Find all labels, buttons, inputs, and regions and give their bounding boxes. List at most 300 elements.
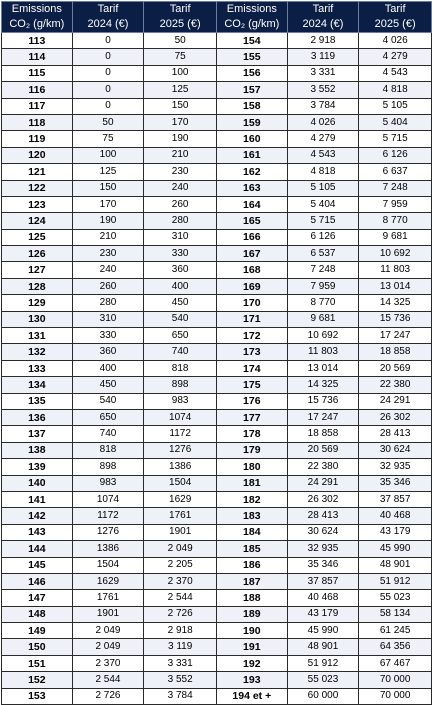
header-line-2: 2025 (€) <box>159 18 201 30</box>
table-row <box>2 459 432 475</box>
tarif-2025-cell: 540 <box>144 311 217 327</box>
tarif-2024-cell: 818 <box>72 442 144 458</box>
table-row <box>2 131 432 147</box>
emissions-cell: 149 <box>2 623 73 639</box>
tarif-2025-cell: 2 544 <box>144 590 217 606</box>
tarif-2025-cell: 2 726 <box>144 606 217 622</box>
table-row <box>2 377 432 393</box>
emissions-cell: 153 <box>2 688 73 704</box>
emissions-cell: 168 <box>216 262 287 278</box>
tarif-2024-cell: 190 <box>72 213 144 229</box>
emissions-cell: 159 <box>216 114 287 130</box>
tarif-2025-cell: 5 404 <box>359 114 432 130</box>
tarif-2025-cell: 14 325 <box>359 295 432 311</box>
table-row <box>2 311 432 327</box>
header-line-1: Tarif <box>312 3 334 15</box>
emissions-cell: 134 <box>2 377 73 393</box>
emissions-cell: 145 <box>2 557 73 573</box>
emissions-cell: 167 <box>216 246 287 262</box>
table-row <box>2 672 432 688</box>
emissions-cell: 151 <box>2 655 73 671</box>
tarif-2025-cell: 1761 <box>144 508 217 524</box>
emissions-cell: 190 <box>216 623 287 639</box>
tarif-2024-cell: 125 <box>72 164 144 180</box>
emissions-cell: 119 <box>2 131 73 147</box>
tarif-2025-cell: 45 990 <box>359 541 432 557</box>
tarif-2024-cell: 170 <box>72 196 144 212</box>
emissions-cell: 191 <box>216 639 287 655</box>
emissions-cell: 132 <box>2 344 73 360</box>
tarif-2024-cell: 15 736 <box>287 393 359 409</box>
tarif-2024-cell: 450 <box>72 377 144 393</box>
tarif-2024-cell: 310 <box>72 311 144 327</box>
tarif-2025-cell: 650 <box>144 328 217 344</box>
table-row <box>2 278 432 294</box>
emissions-cell: 143 <box>2 524 73 540</box>
tarif-2025-cell: 30 624 <box>359 442 432 458</box>
emissions-cell: 157 <box>216 82 287 98</box>
emissions-cell: 154 <box>216 33 287 49</box>
tarif-2025-cell: 898 <box>144 377 217 393</box>
header-line-1: Tarif <box>97 3 119 15</box>
tarif-2024-cell: 650 <box>72 409 144 425</box>
tarif-2024-cell: 26 302 <box>287 491 359 507</box>
tarif-2024-cell: 13 014 <box>287 360 359 376</box>
tarif-2024-cell: 7 959 <box>287 278 359 294</box>
emissions-cell: 165 <box>216 213 287 229</box>
tarif-2025-cell: 7 959 <box>359 196 432 212</box>
emissions-cell: 169 <box>216 278 287 294</box>
tarif-2025-cell: 125 <box>144 82 217 98</box>
tarif-2024-cell: 2 726 <box>72 688 144 704</box>
tarif-2025-cell: 4 818 <box>359 82 432 98</box>
tarif-2024-cell: 280 <box>72 295 144 311</box>
emissions-cell: 171 <box>216 311 287 327</box>
tarif-2024-cell: 4 026 <box>287 114 359 130</box>
table-row <box>2 639 432 655</box>
table-row <box>2 82 432 98</box>
emissions-cell: 163 <box>216 180 287 196</box>
emissions-cell: 137 <box>2 426 73 442</box>
emissions-cell: 192 <box>216 655 287 671</box>
tarif-2024-cell: 37 857 <box>287 573 359 589</box>
emissions-cell: 148 <box>2 606 73 622</box>
table-row <box>2 623 432 639</box>
tarif-2025-cell: 1386 <box>144 459 217 475</box>
tarif-2024-cell: 5 715 <box>287 213 359 229</box>
tarif-2024-cell: 48 901 <box>287 639 359 655</box>
table-row <box>2 688 432 704</box>
tarif-2024-cell: 3 331 <box>287 65 359 81</box>
tarif-2025-cell: 5 105 <box>359 98 432 114</box>
tarif-2025-cell: 100 <box>144 65 217 81</box>
tarif-2025-cell: 3 784 <box>144 688 217 704</box>
table-row <box>2 524 432 540</box>
tarif-2025-cell: 50 <box>144 33 217 49</box>
table-row <box>2 606 432 622</box>
tarif-2024-cell: 540 <box>72 393 144 409</box>
tarif-2024-cell: 43 179 <box>287 606 359 622</box>
tarif-2025-cell: 58 134 <box>359 606 432 622</box>
tarif-2024-cell: 35 346 <box>287 557 359 573</box>
emissions-cell: 117 <box>2 98 73 114</box>
tarif-2024-cell: 1276 <box>72 524 144 540</box>
tarif-2024-cell: 210 <box>72 229 144 245</box>
table-row <box>2 180 432 196</box>
table-row <box>2 147 432 163</box>
tarif-2025-cell: 61 245 <box>359 623 432 639</box>
table-row <box>2 33 432 49</box>
header-line-1: Emissions <box>226 3 277 15</box>
emissions-cell: 144 <box>2 541 73 557</box>
tarif-2024-cell: 0 <box>72 98 144 114</box>
tarif-2025-cell: 26 302 <box>359 409 432 425</box>
tarif-2025-cell: 22 380 <box>359 377 432 393</box>
table-row <box>2 49 432 65</box>
emissions-cell: 174 <box>216 360 287 376</box>
table-row <box>2 655 432 671</box>
tarif-2025-cell: 18 858 <box>359 344 432 360</box>
tarif-2024-cell: 55 023 <box>287 672 359 688</box>
tarif-2024-cell: 0 <box>72 49 144 65</box>
tarif-2025-cell: 740 <box>144 344 217 360</box>
emissions-cell: 185 <box>216 541 287 557</box>
tarif-2025-cell: 13 014 <box>359 278 432 294</box>
header-line-1: Emissions <box>11 3 62 15</box>
emissions-cell: 114 <box>2 49 73 65</box>
tarif-2025-cell: 170 <box>144 114 217 130</box>
emissions-cell: 156 <box>216 65 287 81</box>
tarif-2025-cell: 2 205 <box>144 557 217 573</box>
emissions-header <box>2 2 73 33</box>
tarif-2024-cell: 3 552 <box>287 82 359 98</box>
tarif-2025-cell: 1629 <box>144 491 217 507</box>
tarif-2024-cell: 0 <box>72 82 144 98</box>
tarif-2025-cell: 260 <box>144 196 217 212</box>
tarif-2025-cell: 51 912 <box>359 573 432 589</box>
tarif-2024-cell: 2 370 <box>72 655 144 671</box>
emissions-cell: 152 <box>2 672 73 688</box>
table-row <box>2 475 432 491</box>
tarif-2025-cell: 32 935 <box>359 459 432 475</box>
tarif-2024-cell: 28 413 <box>287 508 359 524</box>
emissions-cell: 128 <box>2 278 73 294</box>
tarif-2024-cell: 32 935 <box>287 541 359 557</box>
tarif-2025-cell: 48 901 <box>359 557 432 573</box>
emissions-cell: 170 <box>216 295 287 311</box>
emissions-cell: 125 <box>2 229 73 245</box>
table-row <box>2 409 432 425</box>
emissions-cell: 122 <box>2 180 73 196</box>
table-row <box>2 491 432 507</box>
emissions-cell: 158 <box>216 98 287 114</box>
tarif-2024-cell: 5 404 <box>287 196 359 212</box>
tarif-2024-cell: 260 <box>72 278 144 294</box>
emissions-cell: 121 <box>2 164 73 180</box>
emissions-cell: 183 <box>216 508 287 524</box>
tarif-2025-header <box>144 2 217 33</box>
emissions-cell: 135 <box>2 393 73 409</box>
emissions-cell: 182 <box>216 491 287 507</box>
tarif-2024-cell: 6 537 <box>287 246 359 262</box>
tarif-2025-cell: 35 346 <box>359 475 432 491</box>
tarif-2024-cell: 18 858 <box>287 426 359 442</box>
tarif-2024-cell: 60 000 <box>287 688 359 704</box>
tarif-2024-cell: 11 803 <box>287 344 359 360</box>
emissions-cell: 162 <box>216 164 287 180</box>
tarif-2025-cell: 818 <box>144 360 217 376</box>
table-row <box>2 229 432 245</box>
header-line-2: 2025 (€) <box>374 18 416 30</box>
emissions-cell: 184 <box>216 524 287 540</box>
emissions-cell: 188 <box>216 590 287 606</box>
tarif-2025-cell: 2 370 <box>144 573 217 589</box>
tarif-2024-cell: 150 <box>72 180 144 196</box>
tarif-2024-cell: 45 990 <box>287 623 359 639</box>
tarif-2025-cell: 400 <box>144 278 217 294</box>
tarif-2025-cell: 4 543 <box>359 65 432 81</box>
table-row <box>2 65 432 81</box>
tarif-2024-cell: 20 569 <box>287 442 359 458</box>
emissions-cell: 175 <box>216 377 287 393</box>
table-row <box>2 196 432 212</box>
emissions-cell: 164 <box>216 196 287 212</box>
tarif-2025-cell: 1901 <box>144 524 217 540</box>
tarif-2024-cell: 740 <box>72 426 144 442</box>
table-row <box>2 344 432 360</box>
tarif-2024-cell: 1074 <box>72 491 144 507</box>
tarif-2025-cell: 6 637 <box>359 164 432 180</box>
tarif-2025-cell: 3 119 <box>144 639 217 655</box>
tarif-2024-cell: 4 279 <box>287 131 359 147</box>
table-row <box>2 557 432 573</box>
emissions-cell: 124 <box>2 213 73 229</box>
tarif-2024-cell: 22 380 <box>287 459 359 475</box>
emissions-cell: 187 <box>216 573 287 589</box>
tarif-2025-cell: 4 279 <box>359 49 432 65</box>
tarif-2025-cell: 43 179 <box>359 524 432 540</box>
emissions-cell: 113 <box>2 33 73 49</box>
co2-tariff-table <box>1 1 432 705</box>
tarif-2024-cell: 400 <box>72 360 144 376</box>
table-row <box>2 393 432 409</box>
header-row <box>2 2 432 33</box>
emissions-cell: 194 et + <box>216 688 287 704</box>
tarif-2024-cell: 1901 <box>72 606 144 622</box>
emissions-cell: 146 <box>2 573 73 589</box>
emissions-cell: 177 <box>216 409 287 425</box>
tarif-2025-header <box>359 2 432 33</box>
tarif-2024-cell: 100 <box>72 147 144 163</box>
tarif-2024-header <box>72 2 144 33</box>
tarif-2025-cell: 1504 <box>144 475 217 491</box>
emissions-cell: 138 <box>2 442 73 458</box>
tarif-2024-cell: 7 248 <box>287 262 359 278</box>
tarif-2025-cell: 2 049 <box>144 541 217 557</box>
tarif-2025-cell: 40 468 <box>359 508 432 524</box>
header-line-1: Tarif <box>169 3 191 15</box>
tarif-2024-cell: 10 692 <box>287 328 359 344</box>
tarif-2025-cell: 1074 <box>144 409 217 425</box>
tarif-2024-cell: 1629 <box>72 573 144 589</box>
emissions-cell: 179 <box>216 442 287 458</box>
tarif-2025-cell: 11 803 <box>359 262 432 278</box>
emissions-cell: 150 <box>2 639 73 655</box>
tarif-2025-cell: 360 <box>144 262 217 278</box>
tarif-2024-cell: 51 912 <box>287 655 359 671</box>
emissions-cell: 123 <box>2 196 73 212</box>
tarif-2025-cell: 55 023 <box>359 590 432 606</box>
table-row <box>2 426 432 442</box>
table-row <box>2 541 432 557</box>
tarif-2024-cell: 1761 <box>72 590 144 606</box>
table-row <box>2 213 432 229</box>
tarif-2025-cell: 70 000 <box>359 688 432 704</box>
emissions-cell: 129 <box>2 295 73 311</box>
emissions-cell: 186 <box>216 557 287 573</box>
tarif-2025-cell: 210 <box>144 147 217 163</box>
emissions-cell: 120 <box>2 147 73 163</box>
table-row <box>2 164 432 180</box>
table-row <box>2 360 432 376</box>
tarif-2024-cell: 1172 <box>72 508 144 524</box>
tarif-2024-cell: 983 <box>72 475 144 491</box>
tarif-2025-cell: 190 <box>144 131 217 147</box>
tarif-2024-cell: 898 <box>72 459 144 475</box>
emissions-header <box>216 2 287 33</box>
table-row <box>2 246 432 262</box>
emissions-cell: 126 <box>2 246 73 262</box>
tarif-2025-cell: 67 467 <box>359 655 432 671</box>
tarif-2024-cell: 2 049 <box>72 639 144 655</box>
tarif-2025-cell: 280 <box>144 213 217 229</box>
emissions-cell: 141 <box>2 491 73 507</box>
header-line-2: 2024 (€) <box>87 18 129 30</box>
emissions-cell: 127 <box>2 262 73 278</box>
table-row <box>2 98 432 114</box>
tarif-2025-cell: 2 918 <box>144 623 217 639</box>
tarif-2024-cell: 240 <box>72 262 144 278</box>
table-header <box>2 2 432 33</box>
tarif-2025-cell: 4 026 <box>359 33 432 49</box>
emissions-cell: 181 <box>216 475 287 491</box>
tarif-2024-cell: 8 770 <box>287 295 359 311</box>
tarif-2025-cell: 1276 <box>144 442 217 458</box>
table-row <box>2 328 432 344</box>
tarif-2024-cell: 30 624 <box>287 524 359 540</box>
emissions-cell: 166 <box>216 229 287 245</box>
tarif-2025-cell: 450 <box>144 295 217 311</box>
tarif-2024-cell: 1386 <box>72 541 144 557</box>
emissions-cell: 142 <box>2 508 73 524</box>
emissions-cell: 147 <box>2 590 73 606</box>
tariff-table-container <box>1 1 432 705</box>
emissions-cell: 180 <box>216 459 287 475</box>
tarif-2025-cell: 10 692 <box>359 246 432 262</box>
tarif-2025-cell: 37 857 <box>359 491 432 507</box>
tarif-2025-cell: 64 356 <box>359 639 432 655</box>
tarif-2025-cell: 15 736 <box>359 311 432 327</box>
header-line-2: CO₂ (g/km) <box>224 18 280 30</box>
emissions-cell: 172 <box>216 328 287 344</box>
tarif-2024-cell: 230 <box>72 246 144 262</box>
tarif-2025-cell: 3 552 <box>144 672 217 688</box>
emissions-cell: 131 <box>2 328 73 344</box>
tarif-2025-cell: 6 126 <box>359 147 432 163</box>
tarif-2025-cell: 150 <box>144 98 217 114</box>
emissions-cell: 130 <box>2 311 73 327</box>
tarif-2025-cell: 70 000 <box>359 672 432 688</box>
tarif-2024-cell: 0 <box>72 65 144 81</box>
tarif-2024-cell: 5 105 <box>287 180 359 196</box>
tarif-2025-cell: 17 247 <box>359 328 432 344</box>
table-body <box>2 33 432 705</box>
emissions-cell: 161 <box>216 147 287 163</box>
emissions-cell: 189 <box>216 606 287 622</box>
table-row <box>2 508 432 524</box>
emissions-cell: 140 <box>2 475 73 491</box>
tarif-2024-cell: 9 681 <box>287 311 359 327</box>
tarif-2024-cell: 24 291 <box>287 475 359 491</box>
tarif-2025-cell: 5 715 <box>359 131 432 147</box>
tarif-2025-cell: 240 <box>144 180 217 196</box>
tarif-2025-cell: 1172 <box>144 426 217 442</box>
emissions-cell: 133 <box>2 360 73 376</box>
emissions-cell: 160 <box>216 131 287 147</box>
tarif-2025-cell: 9 681 <box>359 229 432 245</box>
tarif-2024-cell: 2 918 <box>287 33 359 49</box>
tarif-2025-cell: 20 569 <box>359 360 432 376</box>
header-line-1: Tarif <box>384 3 406 15</box>
tarif-2025-cell: 75 <box>144 49 217 65</box>
tarif-2024-cell: 3 784 <box>287 98 359 114</box>
emissions-cell: 118 <box>2 114 73 130</box>
table-row <box>2 262 432 278</box>
tarif-2024-cell: 50 <box>72 114 144 130</box>
tarif-2024-cell: 17 247 <box>287 409 359 425</box>
tarif-2024-cell: 360 <box>72 344 144 360</box>
tarif-2024-cell: 2 049 <box>72 623 144 639</box>
tarif-2025-cell: 983 <box>144 393 217 409</box>
tarif-2025-cell: 8 770 <box>359 213 432 229</box>
tarif-2024-cell: 2 544 <box>72 672 144 688</box>
tarif-2025-cell: 7 248 <box>359 180 432 196</box>
emissions-cell: 139 <box>2 459 73 475</box>
emissions-cell: 176 <box>216 393 287 409</box>
emissions-cell: 116 <box>2 82 73 98</box>
tarif-2025-cell: 24 291 <box>359 393 432 409</box>
table-row <box>2 573 432 589</box>
tarif-2024-cell: 75 <box>72 131 144 147</box>
tarif-2025-cell: 310 <box>144 229 217 245</box>
emissions-cell: 155 <box>216 49 287 65</box>
tarif-2024-cell: 0 <box>72 33 144 49</box>
header-line-2: CO₂ (g/km) <box>9 18 65 30</box>
tarif-2025-cell: 230 <box>144 164 217 180</box>
header-line-2: 2024 (€) <box>302 18 344 30</box>
tarif-2024-cell: 40 468 <box>287 590 359 606</box>
tarif-2025-cell: 330 <box>144 246 217 262</box>
tarif-2024-cell: 6 126 <box>287 229 359 245</box>
tarif-2025-cell: 3 331 <box>144 655 217 671</box>
emissions-cell: 178 <box>216 426 287 442</box>
emissions-cell: 115 <box>2 65 73 81</box>
tarif-2024-cell: 330 <box>72 328 144 344</box>
table-row <box>2 114 432 130</box>
table-row <box>2 442 432 458</box>
tarif-2024-header <box>287 2 359 33</box>
tarif-2024-cell: 14 325 <box>287 377 359 393</box>
